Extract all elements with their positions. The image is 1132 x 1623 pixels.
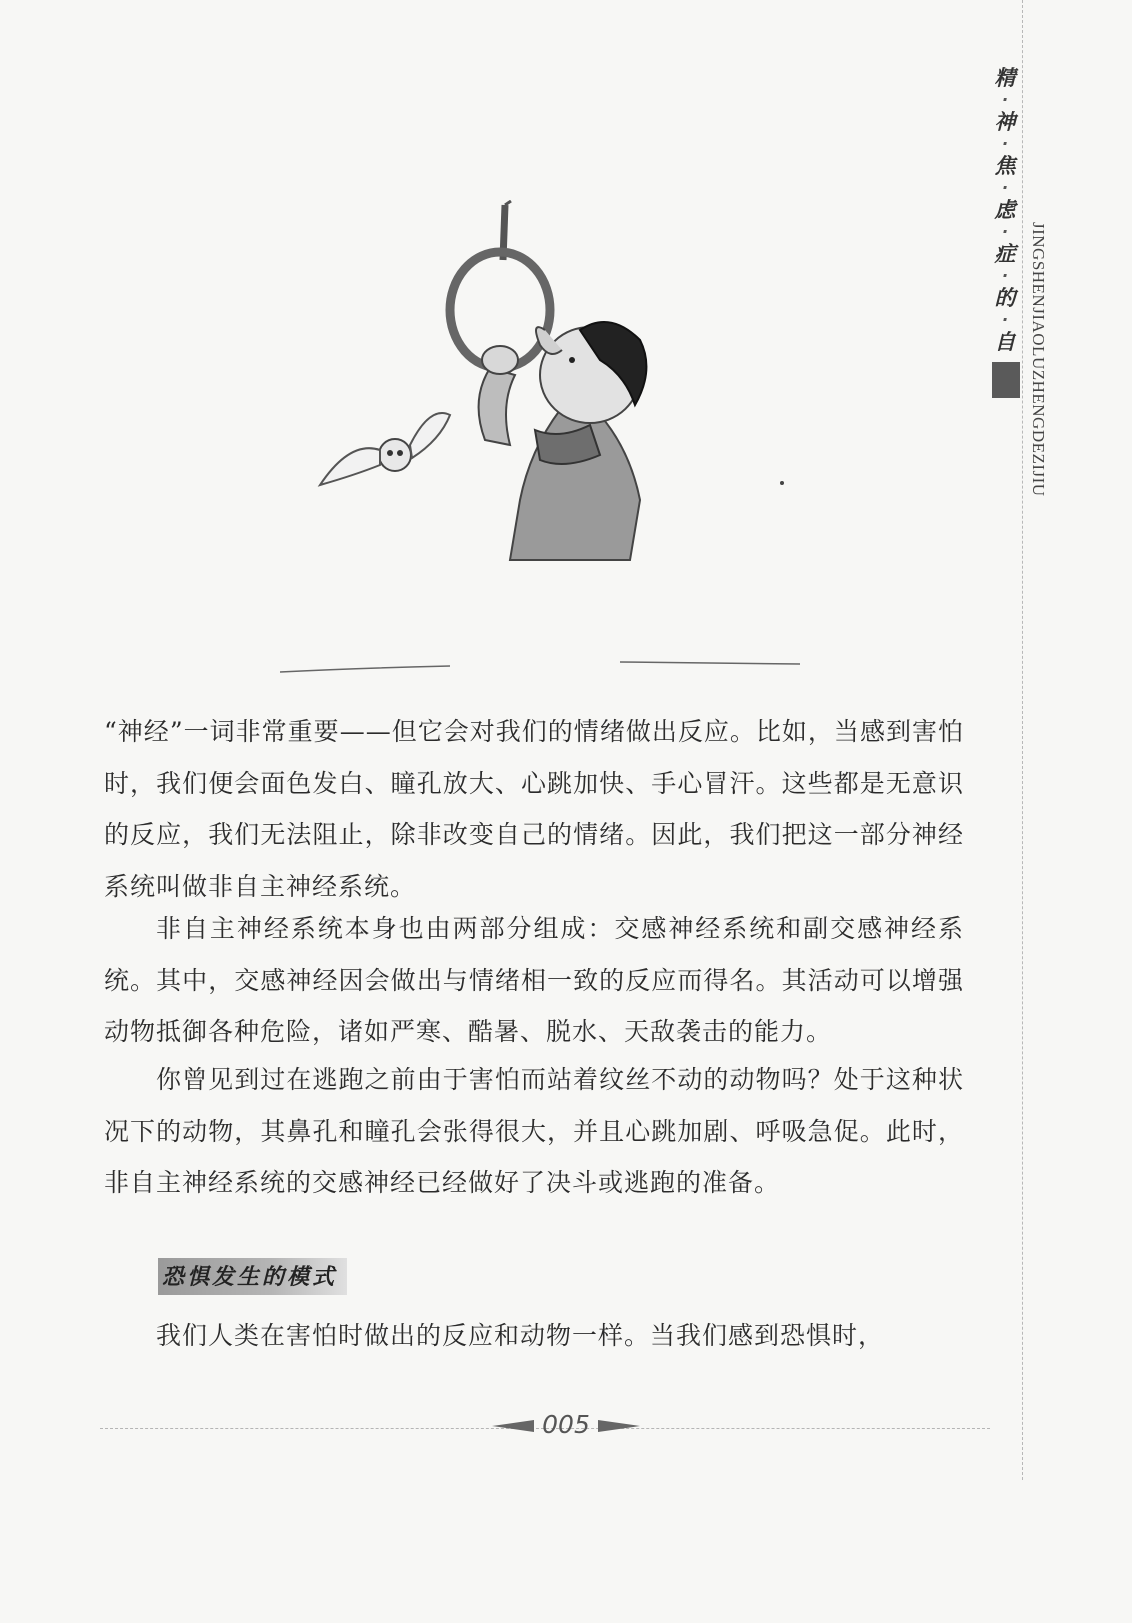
illustration-ground-lines [280,660,840,690]
section-heading: 恐惧发生的模式 [158,1258,347,1295]
paragraph [104,1310,964,1362]
paragraph-text: 我们人类在害怕时做出的反应和动物一样。当我们感到恐惧时， [156,1321,885,1350]
running-head-char: 的 [994,286,1016,310]
running-head-title: 精 · 神 · 焦 · 虑 · 症 · 的 · 自 [990,62,1020,402]
running-head-char: 症 [994,242,1016,266]
running-head-char: 神 [994,110,1016,134]
side-divider [1022,0,1023,1480]
running-head-char: 焦 [994,154,1016,178]
running-head-char: 精 [994,66,1016,90]
right-arrow-icon [598,1419,640,1433]
running-head-char: 自 [994,330,1016,354]
paragraph-text: 非自主神经系统本身也由两部分组成：交感神经系统和副交感神经系统。其中，交感神经因会做出与情绪相一致的反应而得名。其活动可以增强动物抵御各种危险，诸如严寒、酷暑、脱水、天敌袭击的能力。 [104,914,964,1046]
paragraph-text: 你曾见到过在逃跑之前由于害怕而站着纹丝不动的动物吗？处于这种状况下的动物，其鼻孔和瞳孔会张得很大，并且心跳加剧、呼吸急促。此时，非自主神经系统的交感神经已经做好了决斗或逃跑的准备。 [104,1065,964,1197]
running-head-char: 虑 [994,198,1016,222]
running-head-pinyin: JINGSHENJIAOLUZHENGDEZIJIU [1029,222,1048,497]
chapter-tab-marker [992,362,1020,398]
left-arrow-icon [492,1419,534,1433]
hanging-noose-cartoon-icon [300,200,820,590]
paragraph [104,1054,964,1209]
page-number [0,1410,1132,1439]
paragraph-text: “神经”一词非常重要——但它会对我们的情绪做出反应。比如，当感到害怕时，我们便会面色发白、瞳孔放大、心跳加快、手心冒汗。这些都是无意识的反应，我们无法阻止，除非改变自己的情绪。因此，我们把这一部分神经系统叫做非自主神经系统。 [104,717,964,901]
paragraph [104,903,964,1058]
page-number-text: 005 [542,1410,590,1439]
paragraph [104,706,964,912]
